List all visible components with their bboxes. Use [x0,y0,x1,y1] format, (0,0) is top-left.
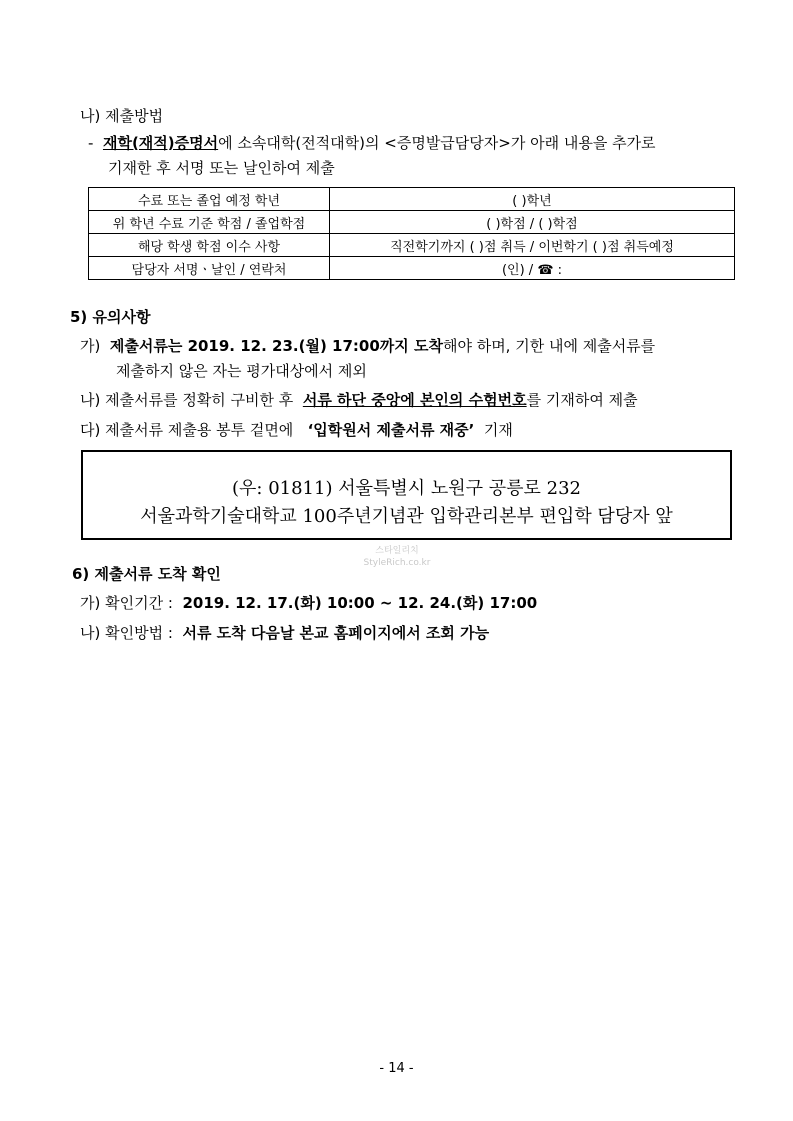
watermark-line-1: 스타일리치 [375,546,419,556]
notes-item-b-rest: 를 기재하여 제출 [526,391,638,409]
submission-bullet [88,133,656,153]
bullet-dash: - [88,134,94,152]
confirm-heading: 6) 제출서류 도착 확인 [72,565,221,583]
table-value-cell: ( )학년 [330,188,735,211]
enrollment-certificate-label: 재학(재적)증명서 [102,134,219,152]
table-label-cell: 해당 학생 학점 이수 사항 [89,234,330,257]
confirm-period-label: 가) 확인기간 : [80,594,173,612]
table-label-cell: 수료 또는 졸업 예정 학년 [89,188,330,211]
submission-method-heading: 나) 제출방법 [80,107,164,125]
table-value-cell: 직전학기까지 ( )점 취득 / 이번학기 ( )점 취득예정 [330,234,735,257]
confirm-method-value: 서류 도착 다음날 본교 홈페이지에서 조회 가능 [182,624,490,642]
notes-item-b [80,390,638,410]
address-line-2: 서울과학기술대학교 100주년기념관 입학관리본부 편입학 담당자 앞 [140,506,673,527]
address-line-1: (우: 01811) 서울특별시 노원구 공릉로 232 [232,478,581,499]
table-row [89,257,735,280]
table-value-cell: ( )학점 / ( )학점 [330,211,735,234]
notes-heading: 5) 유의사항 [70,308,151,326]
watermark-line-2: StyleRich.co.kr [363,558,431,568]
notes-item-a-text: 해야 하며, 기한 내에 제출서류를 [442,337,656,355]
notes-item-a-continued: 제출하지 않은 자는 평가대상에서 제외 [116,362,367,380]
envelope-label: ‘입학원서 제출서류 재중’ [307,421,475,439]
exam-number-instruction: 서류 하단 중앙에 본인의 수험번호 [302,391,527,409]
table-row [89,234,735,257]
certificate-info-table [88,187,735,280]
submission-bullet-text: 에 소속대학(전적대학)의 <증명발급담당자>가 아래 내용을 추가로 [218,134,656,152]
table-value-cell: (인) / ☎ : [330,257,735,280]
confirm-period [80,593,537,613]
confirm-method [80,623,489,643]
notes-item-c-rest: 기재 [483,421,513,439]
stylerich-watermark [352,545,442,569]
notes-item-b-text: 나) 제출서류를 정확히 구비한 후 [80,391,294,409]
confirm-method-label: 나) 확인방법 : [80,624,173,642]
notes-item-a [80,336,655,356]
table-label-cell: 담당자 서명ㆍ날인 / 연락처 [89,257,330,280]
page-number: - 14 - [379,1061,414,1076]
table-label-cell: 위 학년 수료 기준 학점 / 졸업학점 [89,211,330,234]
deadline-text: 제출서류는 2019. 12. 23.(월) 17:00까지 도착 [109,337,443,355]
notes-item-c [80,420,513,440]
notes-item-a-prefix: 가) [80,337,101,355]
confirm-period-value: 2019. 12. 17.(화) 10:00 ~ 12. 24.(화) 17:00 [182,594,538,612]
submission-bullet-continued: 기재한 후 서명 또는 날인하여 제출 [108,159,335,177]
table-row [89,188,735,211]
table-row [89,211,735,234]
mailing-address-box [81,450,732,540]
notes-item-c-text: 다) 제출서류 제출용 봉투 겉면에 [80,421,294,439]
